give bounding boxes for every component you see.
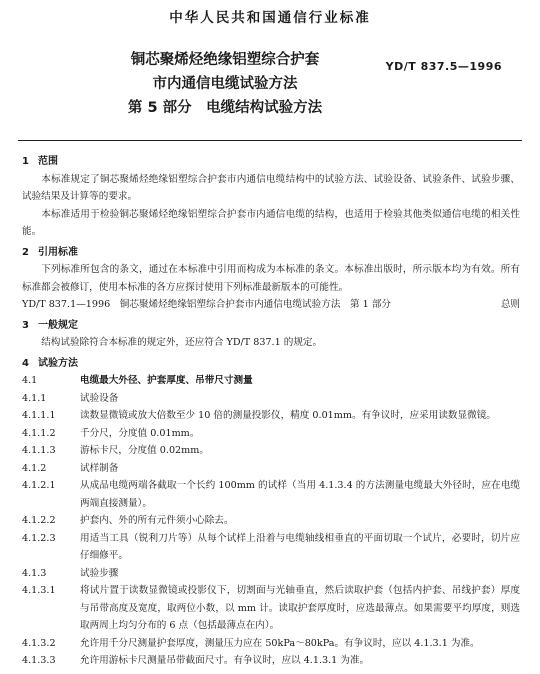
section-number: 4 [22, 357, 29, 369]
clause-number: 4.1.1.2 [22, 427, 56, 439]
clause-item [22, 390, 520, 408]
title-line-2: 市内通信电缆试验方法 [152, 76, 298, 92]
section-title: 范围 [38, 156, 58, 167]
section-title: 试验方法 [38, 357, 78, 369]
clause-number: 4.1.3.3 [22, 655, 56, 666]
section-title: 引用标准 [38, 246, 78, 258]
clause-number: 4.1.1.1 [22, 410, 56, 421]
clause-text: 从成品电缆两端各截取一个长约 100mm 的试样（当用 4.1.3.4 的方法测量电缆最大外径时，应在电缆两端直接测量）。 [80, 480, 520, 509]
section-number: 1 [22, 156, 29, 167]
section-heading-2 [22, 244, 520, 262]
clause-text: 千分尺，分度值 0.01mm。 [80, 427, 200, 439]
normative-reference [22, 296, 520, 314]
clause-number: 4.1.3.1 [22, 585, 56, 596]
clause-text: 试验设备 [80, 392, 119, 404]
clause-item [22, 442, 520, 460]
document-body [22, 150, 520, 670]
clause-item [22, 582, 520, 635]
clause-number: 4.1.1.3 [22, 445, 56, 456]
section-title: 一般规定 [38, 319, 78, 331]
clause-item [22, 635, 520, 653]
clause-number: 4.1.3 [22, 567, 47, 579]
clause-item [22, 565, 520, 583]
clause-list [22, 372, 520, 670]
clause-number: 4.1.2.1 [22, 480, 56, 491]
clause-item [22, 530, 520, 565]
paragraph: 下列标准所包含的条文，通过在本标准中引用而构成为本标准的条文。本标准出版时，所示版本均为有效。所有标准都会被修订，使用本标准的各方应探讨使用下列标准最新版本的可能性。 [22, 264, 520, 293]
reference-title: YD/T 837.1—1996 铜芯聚烯烃绝缘铝塑综合护套市内通信电缆试验方法 第 1 部分 [22, 299, 392, 310]
clause-number: 4.1.2.2 [22, 515, 56, 526]
clause-number: 4.1 [22, 375, 38, 386]
clause-text: 将试片置于读数显微镜或投影仪下，切割面与光轴垂直，然后读取护套（包括内护套、吊线护套）厚度与吊带高度及宽度，取两位小数，以 mm 计。读取护套厚度时，应选最薄点。如果需要平均厚度，则选取两周上均匀分布的 6 点（包括最薄点在内）。 [80, 585, 520, 631]
clause-number: 4.1.3.2 [22, 637, 56, 649]
clause-item [22, 460, 520, 478]
header-divider [18, 140, 522, 141]
clause-text: 读数显微镜或放大倍数至少 10 倍的测量投影仪，精度 0.01mm。有争议时，应采用读数显微镜。 [80, 410, 496, 421]
section-heading-4 [22, 355, 520, 373]
title-line-3: 第 5 部分 电缆结构试验方法 [127, 100, 323, 116]
section-heading-1 [22, 153, 520, 171]
clause-number: 4.1.1 [22, 392, 47, 404]
clause-item [22, 652, 520, 670]
clause-text: 护套内、外的所有元件须小心除去。 [80, 515, 234, 526]
paragraph: 结构试验除符合本标准的规定外，还应符合 YD/T 837.1 的规定。 [41, 337, 323, 348]
clause-item [22, 372, 520, 390]
clause-text: 游标卡尺，分度值 0.02mm。 [80, 445, 209, 456]
paragraph: 本标准规定了铜芯聚烯烃绝缘铝塑综合护套市内通信电缆结构中的试验方法、试验设备、试验条件、试验步骤、试验结果及计算等的要求。 [22, 173, 520, 202]
standard-body-header: 中华人民共和国通信行业标准 [169, 10, 371, 26]
clause-text: 允许用千分尺测量护套厚度，测量压力应在 50kPa～80kPa。有争议时，应以 4.1.3.1 为准。 [80, 637, 480, 649]
document-title [60, 48, 390, 120]
paragraph: 本标准适用于检验铜芯聚烯烃绝缘铝塑综合护套市内通信电缆的结构，也适用于检验其他类似通信电缆的相关性能。 [22, 208, 520, 237]
section-number: 2 [22, 246, 29, 258]
clause-item [22, 425, 520, 443]
clause-item [22, 407, 520, 425]
title-line-1: 铜芯聚烯烃绝缘铝塑综合护套 [130, 52, 320, 68]
clause-text: 试样制备 [80, 462, 119, 474]
clause-text: 电缆最大外径、护套厚度、吊带尺寸测量 [80, 375, 253, 386]
clause-item [22, 477, 520, 512]
reference-part: 总则 [500, 299, 520, 310]
clause-text: 允许用游标卡尺测量吊带截面尺寸。有争议时，应以 4.1.3.1 为准。 [80, 655, 370, 666]
clause-item [22, 512, 520, 530]
clause-number: 4.1.2 [22, 462, 47, 474]
section-heading-3 [22, 317, 520, 335]
clause-text: 用适当工具（锐利刀片等）从每个试样上沿着与电缆轴线相垂直的平面切取一个试片，必要时，切片应仔细修平。 [80, 532, 520, 561]
section-number: 3 [22, 319, 29, 331]
clause-number: 4.1.2.3 [22, 532, 56, 544]
clause-text: 试验步骤 [80, 567, 119, 579]
standard-number: YD/T 837.5—1996 [385, 60, 502, 73]
